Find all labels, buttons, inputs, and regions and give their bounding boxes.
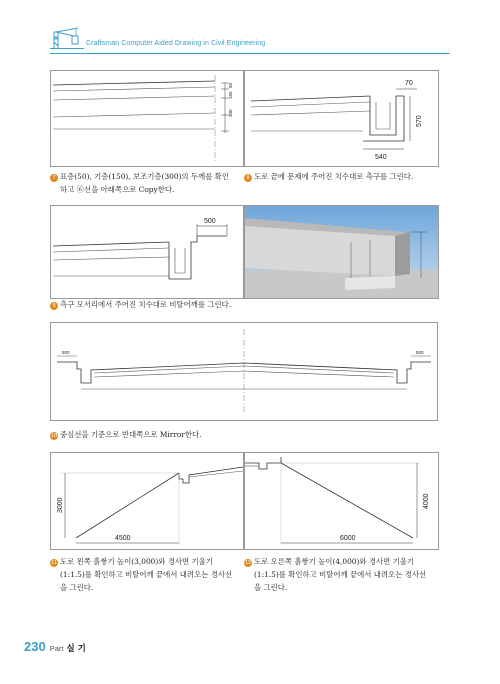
dim-3000: 3000: [57, 497, 64, 513]
dim-70: 70: [405, 80, 413, 87]
crane-logo-icon: [48, 26, 86, 54]
dim-500-right: 500: [416, 350, 424, 355]
header-rule: [50, 53, 450, 54]
dim-500: 500: [204, 218, 216, 225]
caption-11-line1: 도로 왼쪽 흙쌓기 높이(3,000)와 경사면 기울기: [60, 557, 213, 566]
caption-11-line2: (1:1.5)를 확인하고 비탈어깨 끝에서 내려오는 경사선: [60, 570, 233, 579]
dim-540: 540: [375, 154, 387, 161]
figure-10-drawing: [51, 323, 437, 420]
road-3d-render: [244, 205, 439, 299]
page-header: [0, 0, 500, 60]
caption-7: [50, 170, 245, 196]
caption-8: [244, 170, 444, 183]
part-label: Part: [49, 644, 64, 653]
dim-300: 300: [228, 109, 233, 117]
caption-7-line1: 표층(50), 기층(150), 보조기층(300)의 두께를 확인: [60, 172, 229, 181]
figure-9-drawing: [51, 206, 243, 298]
caption-9: [50, 298, 250, 311]
figure-7: [50, 70, 244, 167]
figure-9: [50, 205, 244, 299]
figure-10: [50, 322, 438, 421]
step-badge-10: 10: [50, 433, 58, 439]
caption-11-line3: 을 그린다.: [60, 583, 94, 592]
caption-10-line1: 중심선을 기준으로 반대쪽으로 Mirror한다.: [60, 430, 202, 439]
step-badge-12: 12: [244, 560, 252, 566]
caption-9-line1: 측구 모서리에서 주어진 치수대로 비탈어깨를 그린다.: [60, 300, 232, 309]
part-title: 실 기: [66, 644, 86, 654]
caption-12-line3: 을 그린다.: [254, 583, 288, 592]
figure-11-drawing: [51, 453, 243, 549]
page-footer: [24, 638, 86, 656]
dim-500-left: 500: [62, 350, 70, 355]
figure-8: [244, 70, 439, 167]
caption-7-line2: 하고 ⑥선을 아래쪽으로 Copy한다.: [60, 185, 175, 194]
dim-50: 50: [228, 82, 233, 88]
dim-4000: 4000: [423, 493, 430, 509]
figure-12-drawing: [245, 453, 438, 549]
dim-6000: 6000: [340, 535, 356, 542]
caption-12-line1: 도로 오른쪽 흙쌓기 높이(4,000)와 경사면 기울기: [254, 557, 415, 566]
figure-11: [50, 452, 244, 550]
caption-11: [50, 555, 245, 594]
step-badge-8: 8: [244, 174, 252, 182]
caption-12-line2: (1:1.5)를 확인하고 비탈어깨 끝에서 내려오는 경사선: [254, 570, 427, 579]
step-badge-7: 7: [50, 174, 58, 182]
page-number: 230: [24, 639, 46, 654]
figure-12: [244, 452, 439, 550]
step-badge-11: 11: [51, 560, 57, 566]
dim-570: 570: [416, 115, 423, 127]
step-badge-9: 9: [50, 302, 58, 310]
caption-8-line1: 도로 끝에 문제에 주어진 치수대로 측구를 그린다.: [254, 172, 414, 181]
dim-150: 150: [228, 91, 233, 99]
figure-8-drawing: [245, 71, 438, 166]
figure-7-drawing: [51, 71, 243, 166]
header-title: Craftsman Computer Aided Drawing in Civil Engineering: [86, 40, 266, 47]
dim-4500: 4500: [115, 535, 131, 542]
road-3d-image: [245, 206, 438, 298]
caption-10: [50, 428, 300, 441]
caption-12: [244, 555, 444, 594]
